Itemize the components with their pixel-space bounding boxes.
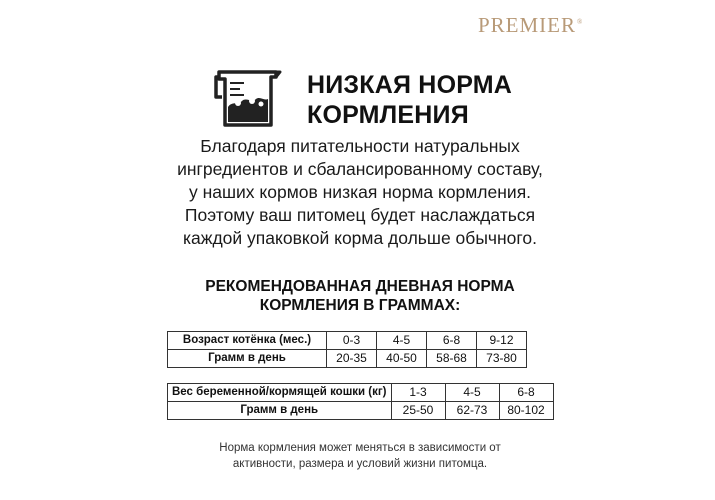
table-cell: 73-80 [477, 350, 527, 368]
table-row [168, 402, 554, 420]
table-cell: 4-5 [377, 332, 427, 350]
pregnant-cat-feeding-table [167, 383, 554, 420]
table-cell: 62-73 [445, 402, 499, 420]
footnote-line-2: активности, размера и условий жизни питомца. [232, 458, 488, 470]
cat-grams-label: Грамм в день [168, 402, 392, 420]
table-cell: 6-8 [499, 384, 553, 402]
description-line: Благодаря питательности натуральных [200, 136, 520, 156]
brand-logo [478, 13, 583, 38]
table-cell: 20-35 [327, 350, 377, 368]
table-cell: 25-50 [391, 402, 445, 420]
table-row [168, 332, 527, 350]
kitten-grams-label: Грамм в день [168, 350, 327, 368]
table-cell: 58-68 [427, 350, 477, 368]
table-cell: 0-3 [327, 332, 377, 350]
recommendation-title-line-1: РЕКОМЕНДОВАННАЯ ДНЕВНАЯ НОРМА [205, 278, 515, 295]
brand-name: PREMIER [478, 13, 577, 37]
table-cell: 4-5 [445, 384, 499, 402]
measuring-cup-icon [214, 67, 286, 129]
kitten-feeding-table [167, 331, 527, 368]
brand-registered-mark: ® [577, 18, 584, 26]
table-row [168, 384, 554, 402]
description-line: Поэтому ваш питомец будет наслаждаться [184, 205, 536, 225]
description-line: каждой упаковкой корма дольше обычного. [182, 228, 538, 248]
table-cell: 9-12 [477, 332, 527, 350]
recommendation-title [150, 277, 570, 315]
description [150, 135, 570, 250]
description-line: ингредиентов и сбалансированному составу, [177, 159, 543, 179]
cat-weight-label: Вес беременной/кормящей кошки (кг) [168, 384, 392, 402]
description-line: у наших кормов низкая норма кормления. [188, 182, 532, 202]
table-cell: 1-3 [391, 384, 445, 402]
kitten-age-label: Возраст котёнка (мес.) [168, 332, 327, 350]
table-cell: 80-102 [499, 402, 553, 420]
table-cell: 40-50 [377, 350, 427, 368]
headline-line-2: КОРМЛЕНИЯ [307, 101, 469, 129]
recommendation-title-line-2: КОРМЛЕНИЯ В ГРАММАХ: [259, 297, 461, 314]
headline-line-1: НИЗКАЯ НОРМА [307, 71, 513, 99]
table-row [168, 350, 527, 368]
table-cell: 6-8 [427, 332, 477, 350]
footnote [150, 440, 570, 472]
headline [307, 70, 512, 130]
footnote-line-1: Норма кормления может меняться в зависимости от [219, 442, 501, 454]
